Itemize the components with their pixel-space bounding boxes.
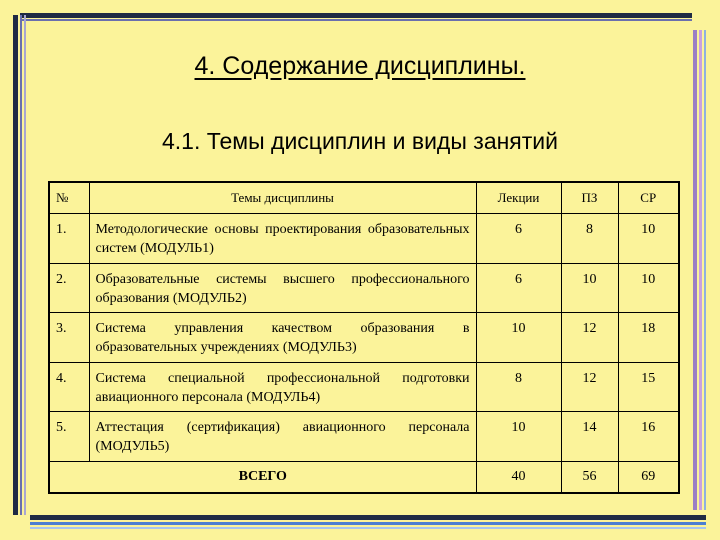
frame-right-line (699, 30, 702, 510)
table-total-row (49, 462, 679, 494)
total-sr: 69 (618, 462, 679, 494)
row-lectures: 6 (476, 263, 561, 313)
row-pz: 12 (561, 313, 618, 363)
header-number: № (49, 182, 89, 214)
row-pz: 10 (561, 263, 618, 313)
total-lectures: 40 (476, 462, 561, 494)
header-pz: ПЗ (561, 182, 618, 214)
table-row (49, 412, 679, 462)
row-sr: 10 (618, 214, 679, 264)
row-pz: 14 (561, 412, 618, 462)
frame-top-bar (20, 13, 692, 18)
row-topic: Методологические основы проектирования образовательных систем (МОДУЛЬ1) (89, 214, 476, 264)
frame-bottom-line-light (30, 527, 706, 529)
table-header-row (49, 182, 679, 214)
row-sr: 16 (618, 412, 679, 462)
header-topic: Темы дисциплины (89, 182, 476, 214)
slide-subtitle: 4.1. Темы дисциплин и виды занятий (161, 128, 558, 154)
table-row (49, 263, 679, 313)
row-pz: 8 (561, 214, 618, 264)
frame-bottom-bar (30, 515, 706, 520)
frame-left-line (20, 15, 22, 515)
row-lectures: 8 (476, 362, 561, 412)
row-lectures: 10 (476, 412, 561, 462)
slide-title: 4. Содержание дисциплины. (194, 52, 526, 80)
row-topic: Система управления качеством образования в образовательных учреждениях (МОДУЛЬ3) (89, 313, 476, 363)
row-pz: 12 (561, 362, 618, 412)
frame-bottom-line (30, 522, 706, 525)
table-row (49, 313, 679, 363)
table-row (49, 362, 679, 412)
total-label: ВСЕГО (49, 462, 476, 494)
row-number: 3. (49, 313, 89, 363)
row-number: 1. (49, 214, 89, 264)
row-topic: Образовательные системы высшего профессионального образования (МОДУЛЬ2) (89, 263, 476, 313)
frame-top-line (20, 19, 692, 21)
row-number: 4. (49, 362, 89, 412)
row-lectures: 10 (476, 313, 561, 363)
row-number: 2. (49, 263, 89, 313)
header-sr: СР (618, 182, 679, 214)
row-lectures: 6 (476, 214, 561, 264)
table-row (49, 214, 679, 264)
header-lectures: Лекции (476, 182, 561, 214)
frame-right-line-light (704, 30, 706, 510)
total-pz: 56 (561, 462, 618, 494)
frame-right-bar (693, 30, 697, 510)
frame-left-bar (13, 15, 18, 515)
row-topic: Аттестация (сертификация) авиационного персонала (МОДУЛЬ5) (89, 412, 476, 462)
row-sr: 15 (618, 362, 679, 412)
frame-left-line-light (24, 15, 26, 515)
row-sr: 18 (618, 313, 679, 363)
row-number: 5. (49, 412, 89, 462)
disciplines-table (48, 181, 680, 494)
row-sr: 10 (618, 263, 679, 313)
row-topic: Система специальной профессиональной подготовки авиационного персонала (МОДУЛЬ4) (89, 362, 476, 412)
